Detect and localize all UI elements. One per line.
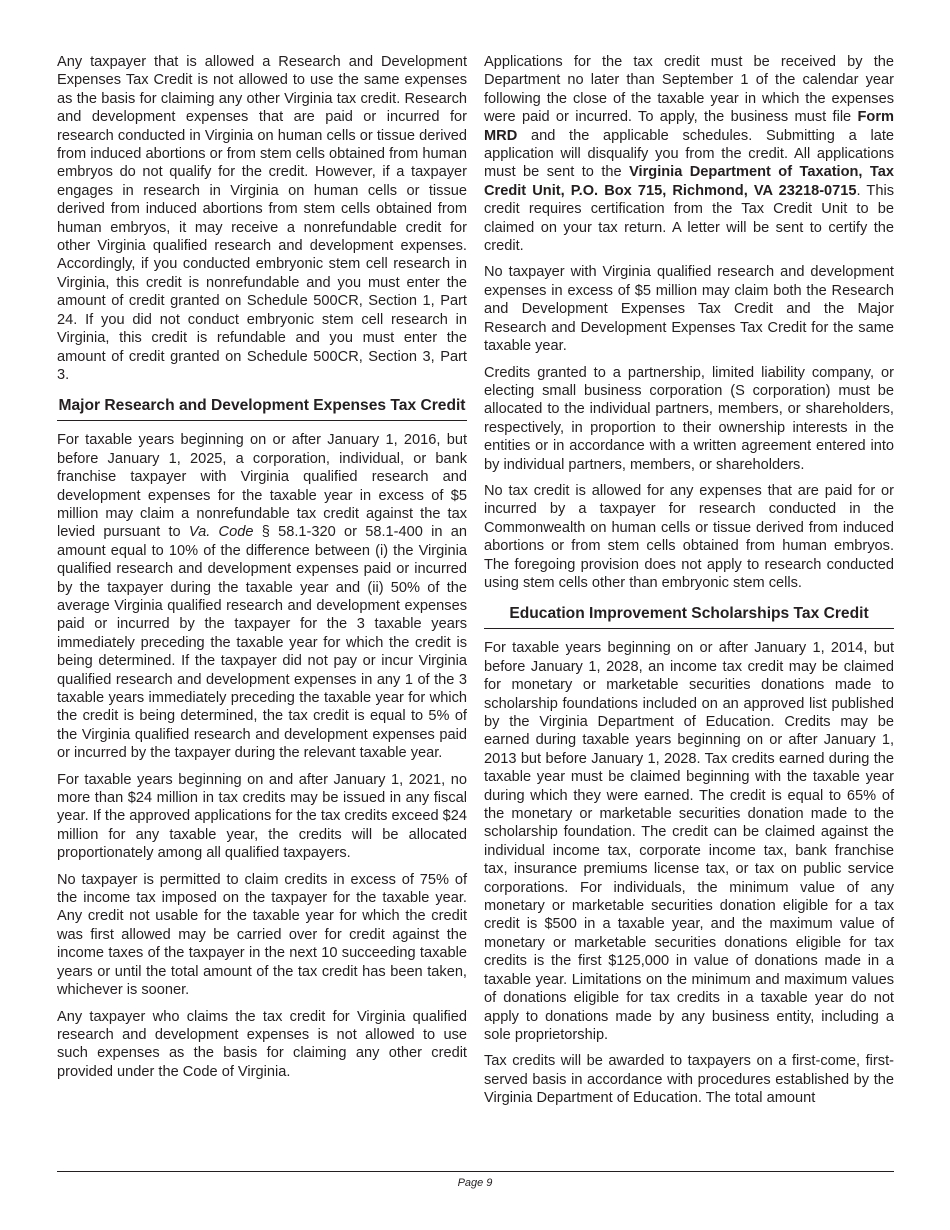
text-run: § 58.1-320 or 58.1-400 in an amount equal to 10% of the difference between (i) the Virginia qualified research and development expenses paid or incurred by the taxpayer during the taxable year and (ii) 50% of the average Virginia qualified research and development expenses paid or incurred by the taxpayer for the 3 taxable years immediately preceding the taxable year for which the credit is being determined. If the taxpayer did not pay or incur Virginia qualified research and development expenses in any 1 of the 3 taxable years immediately preceding the taxable year for which the credit is being determined, the tax credit is equal to 5% of the Virginia qualified research and development expenses paid or incurred by the taxpayer during the relevant taxable year. [57, 524, 467, 762]
right-column [484, 53, 894, 1116]
paragraph [484, 639, 894, 1044]
text-run: Tax credits will be awarded to taxpayers on a first-come, first-served basis in accordance with procedures established by the Virginia Department of Education. The total amount [484, 1053, 894, 1107]
section-heading [484, 604, 894, 629]
footer-divider [57, 1171, 894, 1172]
text-run: For taxable years beginning on and after January 1, 2021, no more than $24 million in tax credits may be issued in any fiscal year. If the approved applications for the tax credits exceed $24 million for any taxable year, the credits will be allocated proportionately among all qualified taxpayers. [57, 771, 467, 862]
text-run: and the applicable schedules. Submitting a late application will disqualify you from the credit. All applications must be sent to the [484, 127, 894, 181]
page-number: Page 9 [457, 1177, 493, 1189]
bold-text: Form MRD [484, 109, 894, 144]
left-column [57, 53, 467, 1089]
paragraph [484, 53, 894, 255]
text-run: For taxable years beginning on or after January 1, 2014, but before January 1, 2028, an income tax credit may be claimed for monetary or marketable securities donations made to scholarship foundations included on an approved list published by the Virginia Department of Education. Credits may be earned during taxable years beginning on or after January 1, 2013 but before January 1, 2028. Tax credits earned during the taxable year must be claimed beginning with the taxable year during which they were earned. The credit is equal to 65% of the monetary or marketable securities donation made to the scholarship foundation. The credit can be claimed against the individual income tax, corporate income tax, bank franchise tax, insurance premiums license tax, or tax on public service corporations. For individuals, the minimum value of any monetary or marketable securities donation eligible for a tax credit is $500 in a taxable year, and the maximum value of monetary or marketable securities donations eligible for tax credits is the first $125,000 in value of donations made in a taxable year. Limitations on the minimum and maximum values of donations eligible for tax credits in a taxable year do not apply to donations made by any business entity, including a sole proprietorship. [484, 640, 894, 1043]
section-heading [57, 396, 467, 421]
paragraph [484, 263, 894, 355]
text-run: Applications for the tax credit must be received by the Department no later than September 1 of the calendar year following the close of the taxable year in which the expenses were paid or incurred. To apply, the business must file [484, 54, 894, 126]
paragraph [484, 1052, 894, 1107]
paragraph [57, 871, 467, 1000]
text-run: For taxable years beginning on or after January 1, 2016, but before January 1, 2025, a corporation, individual, or bank franchise taxpayer with Virginia qualified research and development expenses for the taxable year in excess of $5 million may claim a nonrefundable tax credit against the tax levied pursuant to [57, 432, 467, 541]
paragraph [57, 431, 467, 762]
text-run: Education Improvement Scholarships Tax Credit [509, 605, 869, 623]
text-run: No taxpayer is permitted to claim credits in excess of 75% of the income tax imposed on the taxpayer for the taxable year. Any credit not usable for the taxable year for which the credit was first allowed may be carried over for credit against the income taxes of the taxpayer in the next 10 succeeding taxable years or until the total amount of the tax credit has been taken, whichever is sooner. [57, 871, 467, 999]
bold-text: Virginia Department of Taxation, Tax Credit Unit, P.O. Box 715, Richmond, VA 23218-0715 [484, 164, 894, 199]
text-run: Any taxpayer who claims the tax credit for Virginia qualified research and development expenses is not allowed to use such expenses as the basis for claiming any other credit provided under the Code of Virginia. [57, 1008, 467, 1080]
text-run: No tax credit is allowed for any expenses that are paid for or incurred by a taxpayer for research conducted in the Commonwealth on human cells or tissue derived from induced abortions or from stem cells obtained from human embryos. The foregoing provision does not apply to research conducted using stem cells other than embryonic stem cells. [484, 482, 894, 591]
paragraph [57, 53, 467, 384]
paragraph [484, 364, 894, 474]
paragraph [57, 1008, 467, 1082]
italic-text: Va. Code [188, 524, 254, 541]
paragraph [57, 771, 467, 863]
text-run: . This credit requires certification from the Tax Credit Unit to be claimed on your tax return. A letter will be sent to certify the credit. [484, 182, 894, 255]
text-run: No taxpayer with Virginia qualified research and development expenses in excess of $5 million may claim both the Research and Development Expenses Tax Credit and the Major Research and Development Expenses Tax Credit for the same taxable year. [484, 264, 894, 355]
text-run: Credits granted to a partnership, limited liability company, or electing small business corporation (S corporation) must be allocated to the individual partners, members, or shareholders, respectively, in proportion to their ownership interests in the entities or in accordance with a written agreement entered into by individual partners, members, or shareholders. [484, 364, 894, 473]
text-run: Any taxpayer that is allowed a Research and Development Expenses Tax Credit is not allowed to use the same expenses as the basis for claiming any other Virginia tax credit. Research and development expenses that are paid or incurred for research conducted in Virginia on human cells or tissue derived from induced abortions or from stem cells obtained from human embryos do not qualify for the credit. However, if a taxpayer engages in research in Virginia on human cells or tissue derived from induced abortions from stem cells obtained from human embryos, it may receive a nonrefundable credit for other Virginia qualified research and development expenses. Accordingly, if you conducted embryonic stem cell research in Virginia, this credit is nonrefundable and you must enter the amount of credit granted on Schedule 500CR, Section 1, Part 24. If you did not conduct embryonic stem cell research in Virginia, this credit is refundable and you must enter the amount of credit granted on Schedule 500CR, Section 3, Part 3. [57, 54, 467, 383]
paragraph [484, 482, 894, 592]
text-run: Major Research and Development Expenses Tax Credit [58, 397, 466, 415]
